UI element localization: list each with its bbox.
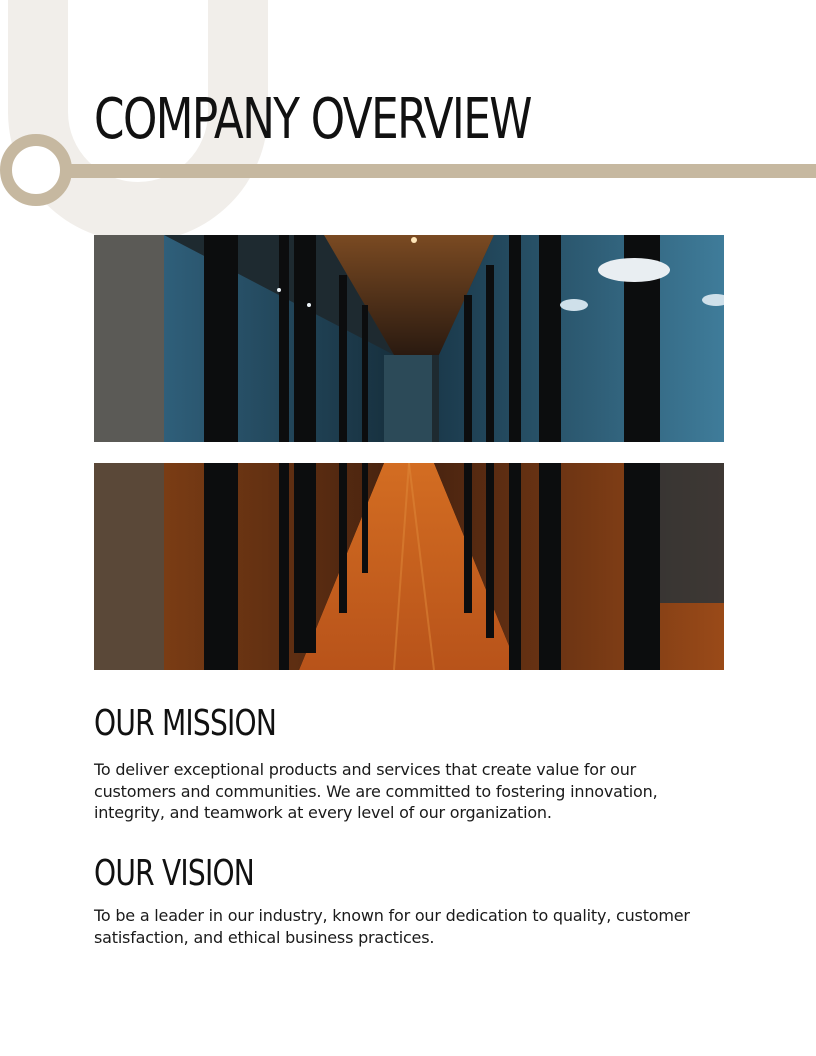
mission-text: To deliver exceptional products and services that create value for our customers and communities. We are committed to fostering innovation, integrity, and teamwork at every level of our organization. [94, 760, 658, 822]
vision-heading: OUR VISION [94, 853, 254, 894]
mission-heading: OUR MISSION [94, 703, 277, 744]
decorative-ring [0, 134, 72, 206]
corridor-photo-bottom [94, 463, 724, 670]
page-title: COMPANY OVERVIEW [94, 87, 531, 152]
decorative-bar [40, 164, 816, 178]
vision-text: To be a leader in our industry, known for our dedication to quality, customer satisfaction, and ethical business practices. [94, 906, 690, 947]
corridor-photo-top [94, 235, 724, 442]
